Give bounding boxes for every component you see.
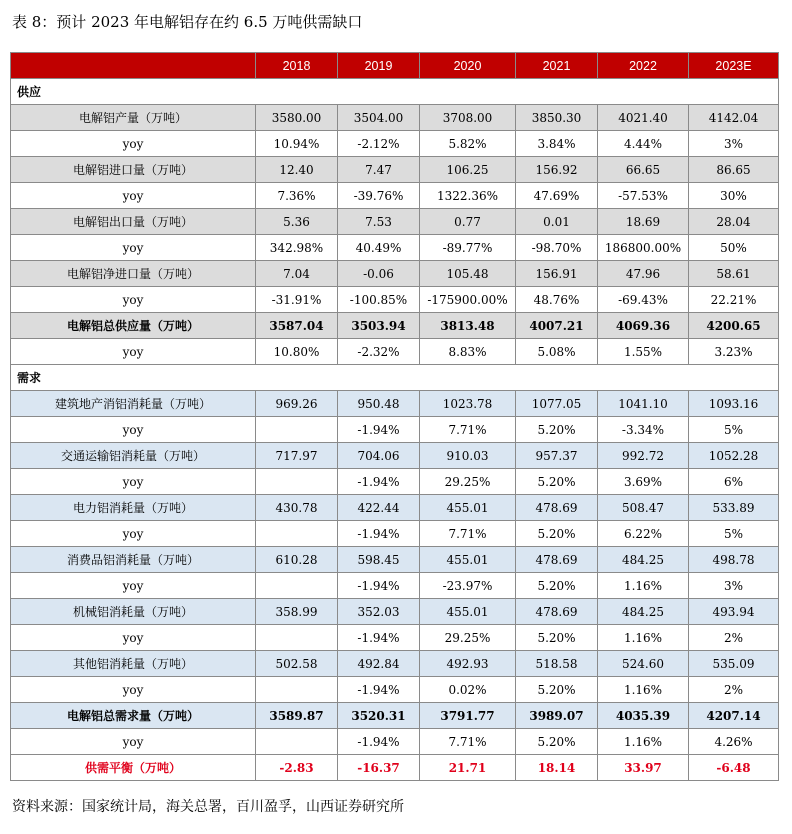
table-row [11,443,779,469]
row-label: yoy [11,287,256,313]
table-row [11,729,779,755]
table-cell: 455.01 [420,547,516,573]
table-cell: 86.65 [689,157,779,183]
table-cell: -31.91% [256,287,338,313]
row-label: yoy [11,573,256,599]
table-cell: -57.53% [598,183,689,209]
table-cell: 950.48 [338,391,420,417]
table-row [11,391,779,417]
table-cell: 7.71% [420,521,516,547]
table-cell: 50% [689,235,779,261]
table-cell: 58.61 [689,261,779,287]
table-cell: 7.71% [420,729,516,755]
table-row [11,677,779,703]
table-cell: 524.60 [598,651,689,677]
table-cell: -1.94% [338,521,420,547]
table-row [11,157,779,183]
row-label: 交通运输铝消耗量（万吨） [11,443,256,469]
table-cell: 422.44 [338,495,420,521]
table-cell: 3.84% [516,131,598,157]
table-cell: 1077.05 [516,391,598,417]
table-cell: 533.89 [689,495,779,521]
table-cell: 5% [689,521,779,547]
table-cell: 5.20% [516,625,598,651]
table-cell: 455.01 [420,495,516,521]
table-cell: 29.25% [420,625,516,651]
row-label: yoy [11,417,256,443]
row-label: 其他铝消耗量（万吨） [11,651,256,677]
table-cell [256,469,338,495]
table-cell: 3.23% [689,339,779,365]
table-cell: 3587.04 [256,313,338,339]
table-cell: 105.48 [420,261,516,287]
table-cell: 6% [689,469,779,495]
source-note: 资料来源：国家统计局，海关总署，百川盈孚，山西证券研究所 [12,799,404,815]
table-cell: 5.20% [516,469,598,495]
table-cell: 478.69 [516,495,598,521]
table-cell: 10.80% [256,339,338,365]
table-cell: 992.72 [598,443,689,469]
table-row [11,235,779,261]
table-cell: 478.69 [516,599,598,625]
table-cell: -69.43% [598,287,689,313]
table-cell: 12.40 [256,157,338,183]
table-cell: 0.77 [420,209,516,235]
table-cell: 28.04 [689,209,779,235]
table-cell: 3589.87 [256,703,338,729]
table-cell: 910.03 [420,443,516,469]
table-cell: 47.69% [516,183,598,209]
table-cell: 4200.65 [689,313,779,339]
table-cell: 7.53 [338,209,420,235]
row-label: 供需平衡（万吨） [11,755,256,781]
table-cell: 4021.40 [598,105,689,131]
table-cell: 7.36% [256,183,338,209]
table-cell: 3504.00 [338,105,420,131]
row-label: 电解铝进口量（万吨） [11,157,256,183]
table-row [11,651,779,677]
table-cell: -39.76% [338,183,420,209]
table-cell: 2% [689,677,779,703]
table-cell: 5.36 [256,209,338,235]
table-cell: -98.70% [516,235,598,261]
table-cell: 156.91 [516,261,598,287]
table-row [11,261,779,287]
section-row-supply [11,79,779,105]
table-cell: 47.96 [598,261,689,287]
table-cell: 3580.00 [256,105,338,131]
table-cell: 1023.78 [420,391,516,417]
section-row-demand [11,365,779,391]
row-label: yoy [11,339,256,365]
table-cell: 48.76% [516,287,598,313]
table-cell: 3503.94 [338,313,420,339]
table-cell: 18.14 [516,755,598,781]
table-cell: 492.84 [338,651,420,677]
table-cell: 4.26% [689,729,779,755]
table-cell [256,521,338,547]
table-cell: -16.37 [338,755,420,781]
header-cell-2023e: 2023E [689,53,779,79]
table-row [11,131,779,157]
table-cell: 508.47 [598,495,689,521]
row-label: 电力铝消耗量（万吨） [11,495,256,521]
table-cell: 969.26 [256,391,338,417]
table-cell: 430.78 [256,495,338,521]
table-cell: 22.21% [689,287,779,313]
row-label: 建筑地产消铝消耗量（万吨） [11,391,256,417]
table-cell: -1.94% [338,573,420,599]
row-label: yoy [11,521,256,547]
table-cell: 6.22% [598,521,689,547]
header-cell-2022: 2022 [598,53,689,79]
table-row [11,287,779,313]
row-label: 电解铝总供应量（万吨） [11,313,256,339]
table-cell: -100.85% [338,287,420,313]
table-cell: 3% [689,131,779,157]
table-cell: -2.32% [338,339,420,365]
table-cell: 484.25 [598,599,689,625]
table-row [11,105,779,131]
table-cell: 0.02% [420,677,516,703]
table-cell: 1041.10 [598,391,689,417]
table-cell: 1.16% [598,573,689,599]
table-title: 表 8：预计 2023 年电解铝存在约 6.5 万吨供需缺口 [12,13,363,31]
table-cell: 5.82% [420,131,516,157]
table-cell: -6.48 [689,755,779,781]
table-row [11,547,779,573]
table-row [11,209,779,235]
table-cell: 186800.00% [598,235,689,261]
table-cell: 610.28 [256,547,338,573]
table-cell: -3.34% [598,417,689,443]
table-cell: 3791.77 [420,703,516,729]
row-label: yoy [11,625,256,651]
row-label: yoy [11,131,256,157]
header-cell-2020: 2020 [420,53,516,79]
table-cell: -175900.00% [420,287,516,313]
table-cell: 3708.00 [420,105,516,131]
table-cell: -1.94% [338,417,420,443]
table-cell: 0.01 [516,209,598,235]
table-cell: -1.94% [338,729,420,755]
table-cell: 4207.14 [689,703,779,729]
table-row [11,313,779,339]
table-cell: 29.25% [420,469,516,495]
row-label: 消费品铝消耗量（万吨） [11,547,256,573]
table-cell: 1.16% [598,729,689,755]
table-cell: 3.69% [598,469,689,495]
table-cell [256,625,338,651]
table-cell: 106.25 [420,157,516,183]
table-cell: -1.94% [338,677,420,703]
table-cell: 492.93 [420,651,516,677]
table-cell: 704.06 [338,443,420,469]
table-cell: -1.94% [338,469,420,495]
table-row [11,573,779,599]
table-cell: 358.99 [256,599,338,625]
table-cell: 21.71 [420,755,516,781]
table-cell: -0.06 [338,261,420,287]
table-cell: 518.58 [516,651,598,677]
row-label: 电解铝出口量（万吨） [11,209,256,235]
table-cell: 717.97 [256,443,338,469]
table-cell: 5.20% [516,417,598,443]
table-cell: 455.01 [420,599,516,625]
row-label: yoy [11,677,256,703]
header-cell-2018: 2018 [256,53,338,79]
table-cell: 598.45 [338,547,420,573]
row-label: 电解铝总需求量（万吨） [11,703,256,729]
row-label: yoy [11,469,256,495]
table-cell: -1.94% [338,625,420,651]
table-cell: 352.03 [338,599,420,625]
table-cell: 5.20% [516,677,598,703]
table-cell: 5.20% [516,729,598,755]
table-cell: 40.49% [338,235,420,261]
table-cell: -2.83 [256,755,338,781]
table-row [11,469,779,495]
table-row [11,521,779,547]
row-label: yoy [11,729,256,755]
header-cell-2021: 2021 [516,53,598,79]
table-cell: 1.55% [598,339,689,365]
table-cell: 3813.48 [420,313,516,339]
table-row [11,755,779,781]
table-cell: 1.16% [598,625,689,651]
table-cell [256,573,338,599]
table-cell: 502.58 [256,651,338,677]
section-label-supply: 供应 [11,79,779,105]
table-cell: 3520.31 [338,703,420,729]
table-cell: 484.25 [598,547,689,573]
table-cell: 498.78 [689,547,779,573]
table-cell: 1052.28 [689,443,779,469]
table-row [11,495,779,521]
table-cell: 4142.04 [689,105,779,131]
table-cell: 535.09 [689,651,779,677]
table-cell: 18.69 [598,209,689,235]
header-cell-label [11,53,256,79]
table-cell: 5.20% [516,521,598,547]
table-row [11,703,779,729]
table-cell: 5.08% [516,339,598,365]
table-cell: 5.20% [516,573,598,599]
table-cell: 493.94 [689,599,779,625]
table-cell: 3989.07 [516,703,598,729]
table-row [11,183,779,209]
table-cell: -23.97% [420,573,516,599]
table-cell: 957.37 [516,443,598,469]
table-cell: 342.98% [256,235,338,261]
table-cell: 4069.36 [598,313,689,339]
table-cell: 4035.39 [598,703,689,729]
table-cell: 66.65 [598,157,689,183]
table-cell: 2% [689,625,779,651]
table-cell [256,677,338,703]
table-cell [256,417,338,443]
table-cell: 478.69 [516,547,598,573]
table-cell: 7.71% [420,417,516,443]
supply-demand-table [10,52,779,781]
table-cell: 1322.36% [420,183,516,209]
table-cell: 4.44% [598,131,689,157]
table-cell: -2.12% [338,131,420,157]
table-cell: 30% [689,183,779,209]
row-label: 电解铝净进口量（万吨） [11,261,256,287]
header-cell-2019: 2019 [338,53,420,79]
table-cell: 8.83% [420,339,516,365]
row-label: yoy [11,235,256,261]
table-cell: 4007.21 [516,313,598,339]
header-row [11,53,779,79]
table-row [11,417,779,443]
table-cell: 3850.30 [516,105,598,131]
table-cell: 5% [689,417,779,443]
row-label: 机械铝消耗量（万吨） [11,599,256,625]
table-row [11,625,779,651]
table-row [11,599,779,625]
row-label: 电解铝产量（万吨） [11,105,256,131]
table-cell: 1093.16 [689,391,779,417]
table-cell: 33.97 [598,755,689,781]
table-cell [256,729,338,755]
table-cell: 156.92 [516,157,598,183]
section-label-demand: 需求 [11,365,779,391]
table-cell: 3% [689,573,779,599]
table-cell: 7.04 [256,261,338,287]
table-cell: 10.94% [256,131,338,157]
table-cell: 7.47 [338,157,420,183]
table-cell: -89.77% [420,235,516,261]
row-label: yoy [11,183,256,209]
table-row [11,339,779,365]
table-cell: 1.16% [598,677,689,703]
